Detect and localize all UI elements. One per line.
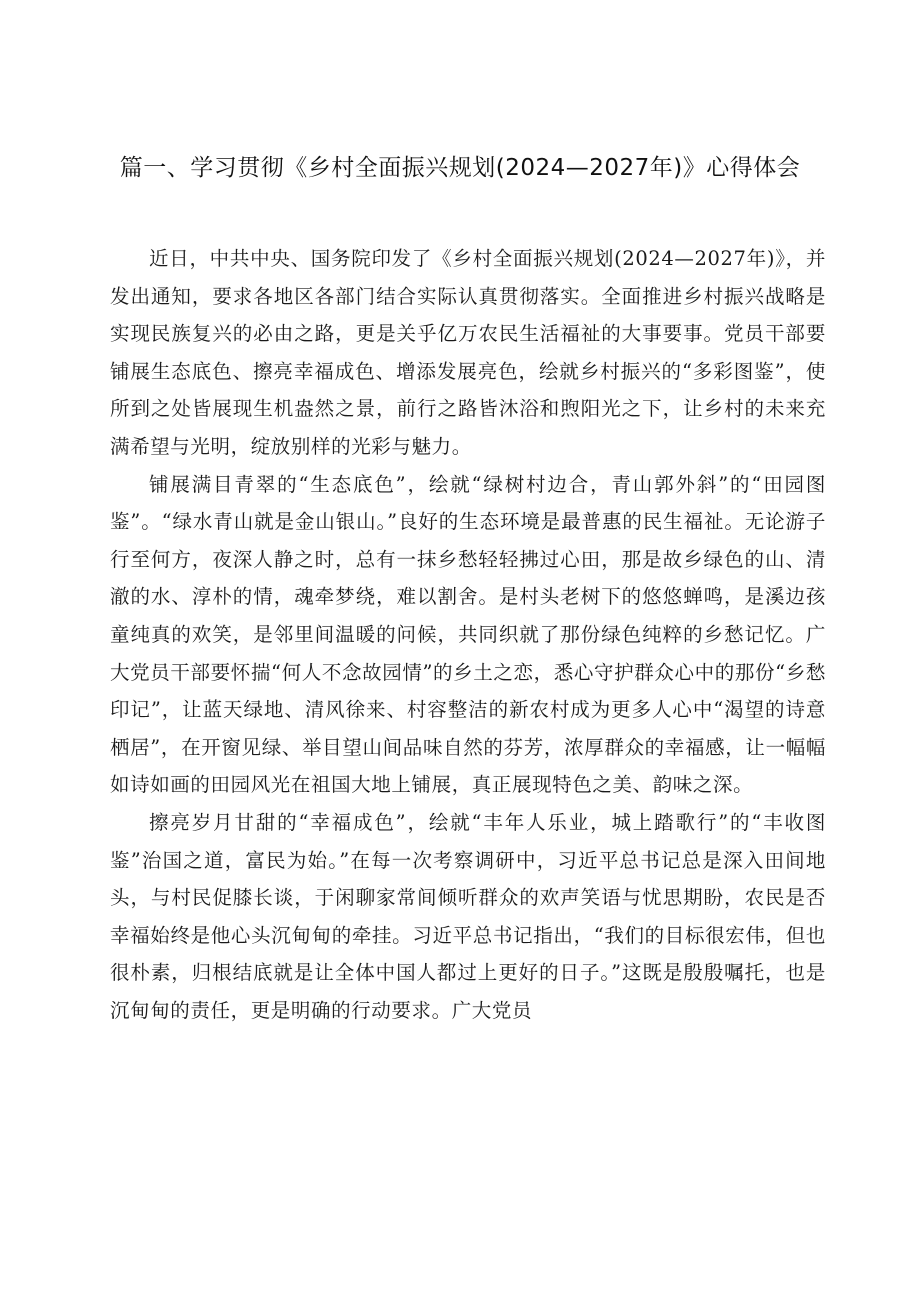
paragraph-ecology: 铺展满目青翠的“生态底色”，绘就“绿树村边合，青山郭外斜”的“田园图鉴”。“绿水青山就是金山银山。”良好的生态环境是最普惠的民生福祉。无论游子行至何方，夜深人静之时，总有一抹乡愁轻轻拂过心田，那是故乡绿色的山、清澈的水、淳朴的情，魂牵梦绕，难以割舍。是村头老树下的悠悠蝉鸣，是溪边孩童纯真的欢笑，是邻里间温暖的问候，共同织就了那份绿色纯粹的乡愁记忆。广大党员干部要怀揣“何人不念故园情”的乡土之恋，悉心守护群众心中的那份“乡愁印记”，让蓝天绿地、清风徐来、村容整洁的新农村成为更多人心中“渴望的诗意栖居”，在开窗见绿、举目望山间品味自然的芬芳，浓厚群众的幸福感，让一幅幅如诗如画的田园风光在祖国大地上铺展，真正展现特色之美、韵味之深。	[110, 472, 826, 797]
paragraph-intro: 近日，中共中央、国务院印发了《乡村全面振兴规划(2024—2027年)》，并发出通知，要求各地区各部门结合实际认真贯彻落实。全面推进乡村振兴战略是实现民族复兴的必由之路，更是关乎亿万农民生活福祉的大事要事。党员干部要铺展生态底色、擦亮幸福成色、增添发展亮色，绘就乡村振兴的“多彩图鉴”，使所到之处皆展现生机盎然之景，前行之路皆沐浴和煦阳光之下，让乡村的未来充满希望与光明，绽放别样的光彩与魅力。	[110, 247, 826, 458]
document-body	[110, 240, 826, 1029]
paragraph-happiness: 擦亮岁月甘甜的“幸福成色”，绘就“丰年人乐业，城上踏歌行”的“丰收图鉴”治国之道，富民为始。”在每一次考察调研中，习近平总书记总是深入田间地头，与村民促膝长谈，于闲聊家常间倾听群众的欢声笑语与忧思期盼，农民是否幸福始终是他心头沉甸甸的牵挂。习近平总书记指出，“我们的目标很宏伟，但也很朴素，归根结底就是让全体中国人都过上更好的日子。”这既是殷殷嘱托，也是沉甸甸的责任，更是明确的行动要求。广大党员	[110, 810, 826, 1022]
document-title: 篇一、学习贯彻《乡村全面振兴规划(2024—2027年)》心得体会	[119, 155, 801, 181]
